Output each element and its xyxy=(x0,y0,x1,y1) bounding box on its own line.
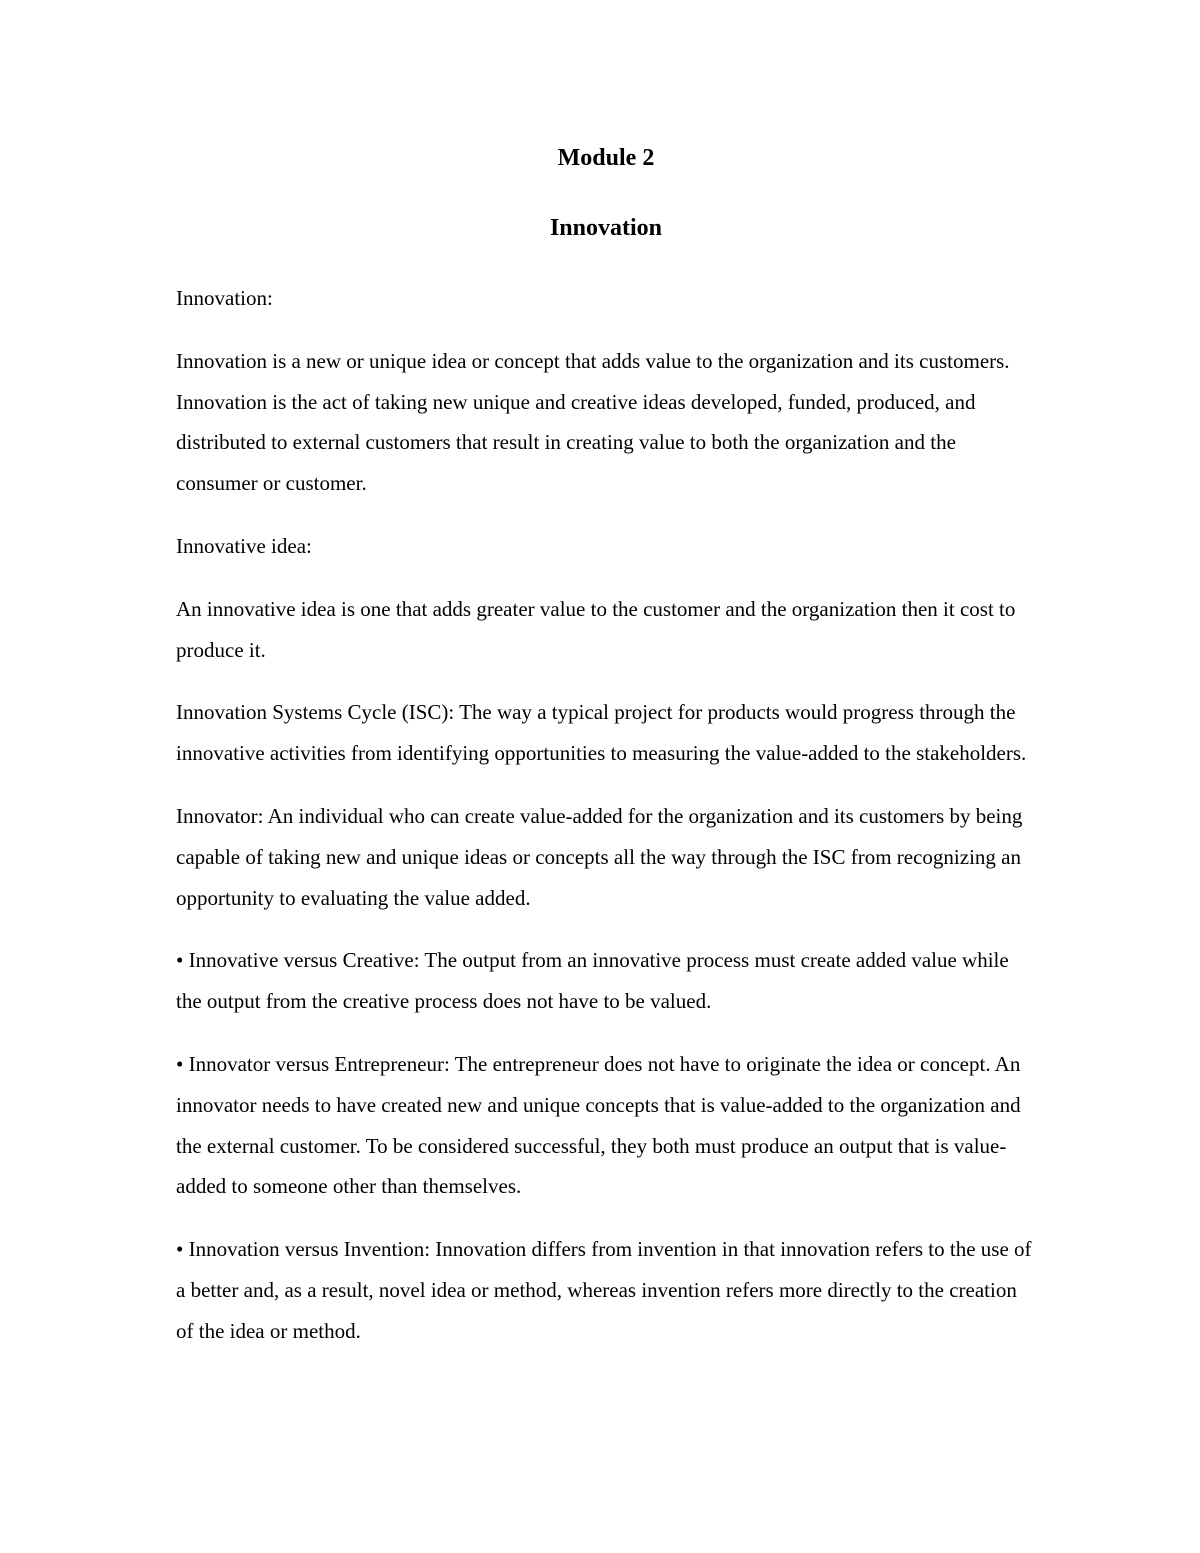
paragraph-innovator: Innovator: An individual who can create value-added for the organization and its customers by being capable of taking new and unique ideas or concepts all the way through the ISC from recognizing an opportunity to evaluating the value added. xyxy=(176,803,1023,910)
bullet-innovation-vs-invention: • Innovation versus Invention: Innovation differs from invention in that innovation refers to the use of a better and, as a result, novel idea or method, whereas invention refers more directly to the creation of the idea or method. xyxy=(176,1237,1032,1343)
heading-innovation: Innovation: xyxy=(176,286,273,310)
paragraph-innovative-idea-definition: An innovative idea is one that adds greater value to the customer and the organization then it cost to produce it. xyxy=(176,596,1016,662)
document-subtitle: Innovation xyxy=(549,215,663,241)
bullet-innovative-vs-creative: • Innovative versus Creative: The output from an innovative process must create added value while the output from the creative process does not have to be valued. xyxy=(176,948,1009,1014)
heading-innovative-idea: Innovative idea: xyxy=(176,533,312,558)
paragraph-isc: Innovation Systems Cycle (ISC): The way a typical project for products would progress through the innovative activities from identifying opportunities to measuring the value-added to the stakeholders. xyxy=(176,700,1027,766)
bullet-innovator-vs-entrepreneur: • Innovator versus Entrepreneur: The entrepreneur does not have to originate the idea or concept. An innovator needs to have created new and unique concepts that is value-added to the organization and the external customer. To be considered successful, they both must produce an output that is value-added to someone other than themselves. xyxy=(176,1051,1021,1199)
document-body xyxy=(176,138,1036,1352)
paragraph-innovation-definition: Innovation is a new or unique idea or concept that adds value to the organization and its customers. Innovation is the act of taking new unique and creative ideas developed, funded, produced, and distributed to external customers that result in creating value to both the organization and the consumer or customer. xyxy=(176,348,1010,496)
document-title: Module 2 xyxy=(557,145,655,171)
